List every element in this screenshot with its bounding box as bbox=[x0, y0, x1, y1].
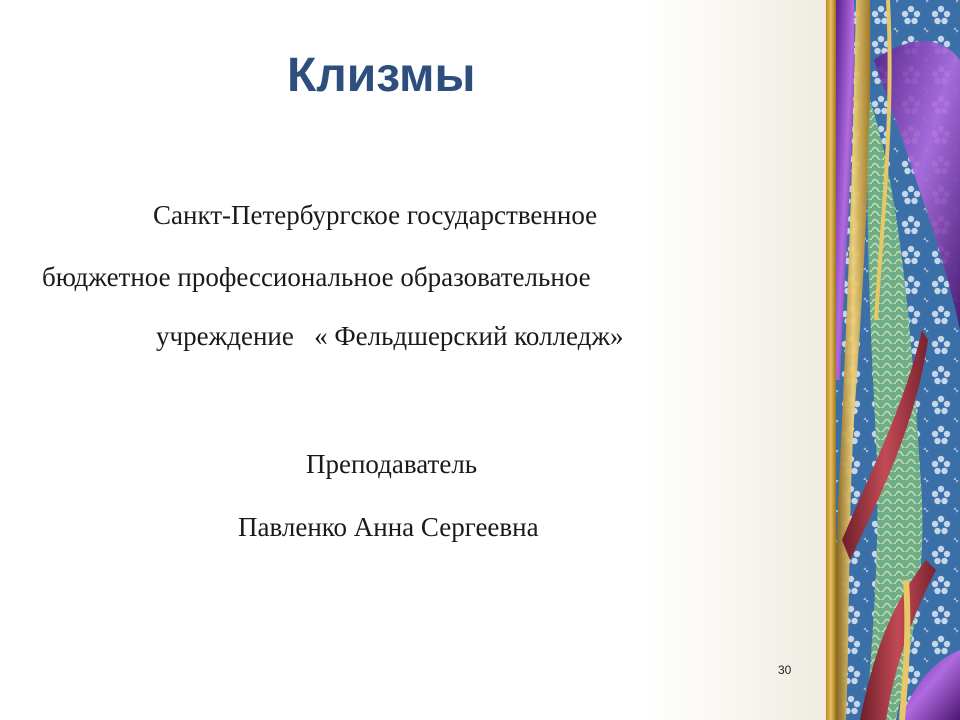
page-number: 30 bbox=[778, 663, 792, 677]
teacher-name: Павленко Анна Сергеевна bbox=[238, 512, 539, 542]
decorative-side-panel bbox=[836, 0, 960, 720]
institution-line-1: Санкт-Петербургское государственное bbox=[153, 200, 598, 230]
slide-title: Клизмы bbox=[287, 49, 476, 102]
institution-line-3: учреждение « Фельдшерский колледж» bbox=[156, 321, 624, 351]
gold-divider-bar bbox=[826, 0, 836, 720]
teacher-label: Преподаватель bbox=[306, 449, 478, 479]
institution-line-2: бюджетное профессиональное образовательное bbox=[42, 262, 591, 292]
